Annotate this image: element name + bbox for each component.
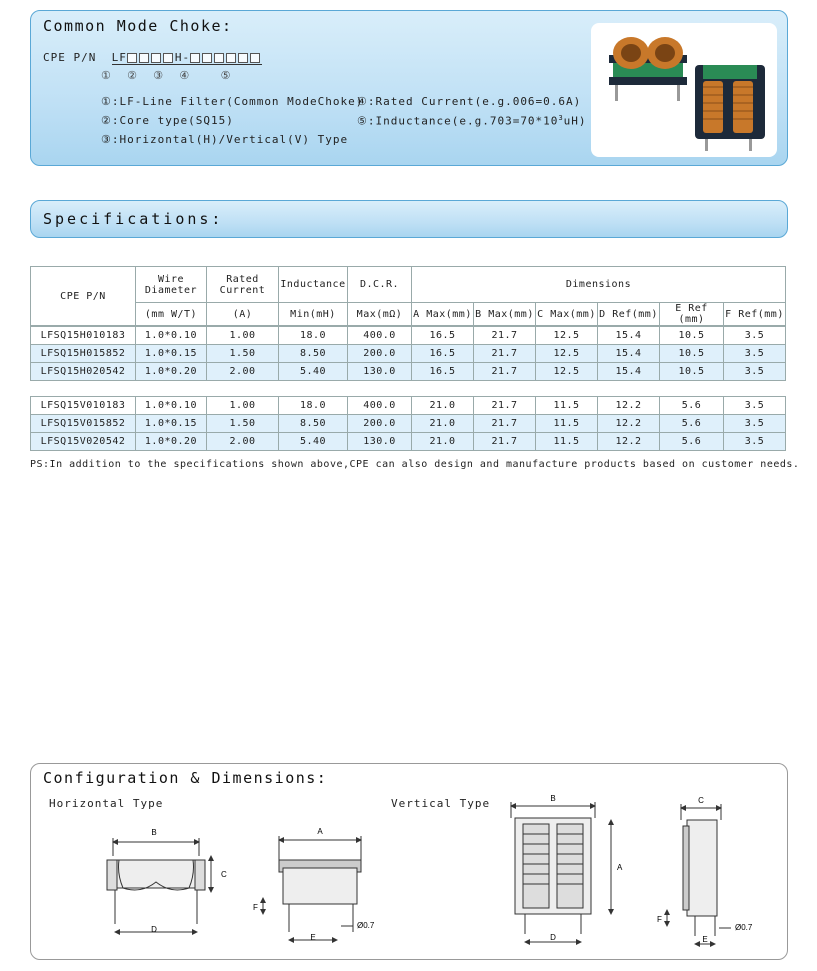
- table-cell: 1.50: [207, 345, 279, 363]
- table-cell: 21.7: [474, 345, 536, 363]
- table-cell: 3.5: [724, 363, 786, 381]
- vertical-side-drawing: [667, 804, 731, 944]
- vertical-type-label: Vertical Type: [391, 797, 491, 810]
- ps-note: PS:In addition to the specifications shown above,CPE can also design and manufacture products based on customer needs.: [30, 459, 800, 470]
- dim-d-v: D: [550, 933, 556, 942]
- table-cell: 1.0*0.20: [136, 433, 207, 451]
- configuration-title: Configuration & Dimensions:: [43, 769, 328, 787]
- dim-pin-v: Ø0.7: [735, 923, 753, 932]
- table-cell: 16.5: [412, 327, 474, 345]
- table-cell: 10.5: [660, 327, 724, 345]
- table-cell: 18.0: [279, 397, 348, 415]
- header-rated: Rated Current: [207, 267, 279, 303]
- unit-cell: B Max(mm): [474, 303, 536, 326]
- table-cell: 5.40: [279, 433, 348, 451]
- pn-code-mid: H-: [174, 51, 191, 64]
- part-number-code: [43, 51, 262, 65]
- table-cell: 130.0: [348, 433, 412, 451]
- table-cell: 21.7: [474, 433, 536, 451]
- pn-item-1: ①:LF-Line Filter(Common ModeChoke): [101, 95, 364, 108]
- unit-cell: D Ref(mm): [598, 303, 660, 326]
- table-cell: 400.0: [348, 327, 412, 345]
- dim-pin-h: Ø0.7: [357, 921, 375, 930]
- unit-cell: C Max(mm): [536, 303, 598, 326]
- horizontal-front-drawing: [107, 838, 211, 932]
- dim-a-v: A: [617, 863, 623, 872]
- table-cell: 5.40: [279, 363, 348, 381]
- table-cell: 18.0: [279, 327, 348, 345]
- table-cell: 11.5: [536, 415, 598, 433]
- table-cell: 16.5: [412, 363, 474, 381]
- spec-table-horizontal: [30, 326, 786, 381]
- table-cell: 12.5: [536, 327, 598, 345]
- part-number-panel: [30, 10, 788, 166]
- dim-c-v: C: [698, 796, 704, 805]
- unit-cell: Min(mH): [279, 303, 348, 326]
- table-cell: 1.0*0.15: [136, 415, 207, 433]
- unit-cell: (mm W/T): [136, 303, 207, 326]
- table-cell: 3.5: [724, 433, 786, 451]
- table-cell: 1.00: [207, 397, 279, 415]
- table-cell: 15.4: [598, 363, 660, 381]
- header-pn: CPE P/N: [31, 267, 136, 326]
- table-cell: LFSQ15V020542: [31, 433, 136, 451]
- table-cell: 21.0: [412, 397, 474, 415]
- table-cell: 3.5: [724, 327, 786, 345]
- table-cell: 10.5: [660, 363, 724, 381]
- table-row: [31, 397, 786, 415]
- table-cell: 11.5: [536, 397, 598, 415]
- table-cell: 130.0: [348, 363, 412, 381]
- table-cell: 5.6: [660, 433, 724, 451]
- vertical-choke-image: [695, 65, 765, 151]
- header-dimensions: Dimensions: [412, 267, 786, 303]
- table-cell: 12.5: [536, 345, 598, 363]
- dim-b-v: B: [550, 794, 556, 803]
- table-cell: 21.7: [474, 397, 536, 415]
- table-cell: 15.4: [598, 327, 660, 345]
- pn-prefix: CPE P/N: [43, 51, 97, 64]
- table-cell: 8.50: [279, 345, 348, 363]
- table-cell: 21.0: [412, 415, 474, 433]
- table-cell: 12.2: [598, 397, 660, 415]
- table-cell: 5.6: [660, 397, 724, 415]
- table-cell: 11.5: [536, 433, 598, 451]
- table-row: [31, 327, 786, 345]
- table-cell: 2.00: [207, 363, 279, 381]
- table-cell: 3.5: [724, 345, 786, 363]
- table-cell: 1.0*0.15: [136, 345, 207, 363]
- specifications-panel: [30, 200, 788, 238]
- horizontal-choke-image: [609, 37, 687, 101]
- table-cell: LFSQ15H020542: [31, 363, 136, 381]
- table-cell: 21.7: [474, 415, 536, 433]
- table-cell: 400.0: [348, 397, 412, 415]
- table-cell: 1.00: [207, 327, 279, 345]
- table-cell: 21.0: [412, 433, 474, 451]
- table-cell: 200.0: [348, 345, 412, 363]
- dim-f-v: F: [657, 915, 662, 924]
- table-cell: 3.5: [724, 415, 786, 433]
- pn-item-2: ②:Core type(SQ15): [101, 114, 234, 127]
- pn-item-3: ③:Horizontal(H)/Vertical(V) Type: [101, 133, 349, 146]
- dim-e-v: E: [702, 935, 708, 944]
- table-cell: 1.0*0.10: [136, 327, 207, 345]
- dim-e-h: E: [310, 933, 316, 942]
- table-cell: LFSQ15H015852: [31, 345, 136, 363]
- choke-illustration: [591, 23, 777, 157]
- spec-table-header: [30, 266, 786, 326]
- table-cell: 8.50: [279, 415, 348, 433]
- table-cell: 3.5: [724, 397, 786, 415]
- table-cell: 15.4: [598, 345, 660, 363]
- header-dcr: D.C.R.: [348, 267, 412, 303]
- dim-c-h: C: [221, 870, 227, 879]
- units-row: [31, 303, 786, 326]
- spec-table-vertical: [30, 396, 786, 451]
- pn-index-labels: ① ② ③ ④ ⑤: [101, 69, 232, 82]
- part-number-title: Common Mode Choke:: [43, 17, 233, 35]
- table-cell: LFSQ15V010183: [31, 397, 136, 415]
- dim-d-h: D: [151, 925, 157, 934]
- table-cell: 12.5: [536, 363, 598, 381]
- table-cell: 2.00: [207, 433, 279, 451]
- dim-a-h: A: [317, 827, 323, 836]
- table-row: [31, 433, 786, 451]
- unit-cell: E Ref (mm): [660, 303, 724, 326]
- vertical-front-drawing: [511, 802, 611, 942]
- dimension-drawings: [31, 764, 787, 959]
- table-cell: LFSQ15H010183: [31, 327, 136, 345]
- product-photo: [591, 23, 777, 157]
- pn-code-start: LF: [111, 51, 127, 64]
- table-cell: 5.6: [660, 415, 724, 433]
- configuration-panel: [30, 763, 788, 960]
- table-row: [31, 363, 786, 381]
- table-cell: 16.5: [412, 345, 474, 363]
- unit-cell: F Ref(mm): [724, 303, 786, 326]
- unit-cell: (A): [207, 303, 279, 326]
- dim-b-h: B: [151, 828, 157, 837]
- table-cell: 21.7: [474, 363, 536, 381]
- table-cell: LFSQ15V015852: [31, 415, 136, 433]
- table-cell: 1.50: [207, 415, 279, 433]
- horizontal-side-drawing: [263, 836, 361, 940]
- header-inductance: Inductance: [279, 267, 348, 303]
- table-cell: 12.2: [598, 433, 660, 451]
- unit-cell: Max(mΩ): [348, 303, 412, 326]
- unit-cell: A Max(mm): [412, 303, 474, 326]
- dim-f-h: F: [253, 903, 258, 912]
- pn-item-4: ④:Rated Current(e.g.006=0.6A): [357, 95, 582, 108]
- pn-code-boxes: [112, 51, 263, 65]
- specifications-title: Specifications:: [43, 210, 224, 228]
- table-cell: 10.5: [660, 345, 724, 363]
- horizontal-type-label: Horizontal Type: [49, 797, 164, 810]
- table-cell: 1.0*0.10: [136, 397, 207, 415]
- table-cell: 12.2: [598, 415, 660, 433]
- table-cell: 200.0: [348, 415, 412, 433]
- header-wire: Wire Diameter: [136, 267, 207, 303]
- table-cell: 21.7: [474, 327, 536, 345]
- pn-item-5: $⑤:Inductance(e.g.703=70*10^3uH)$: [357, 114, 587, 128]
- table-row: [31, 415, 786, 433]
- table-row: [31, 345, 786, 363]
- table-cell: 1.0*0.20: [136, 363, 207, 381]
